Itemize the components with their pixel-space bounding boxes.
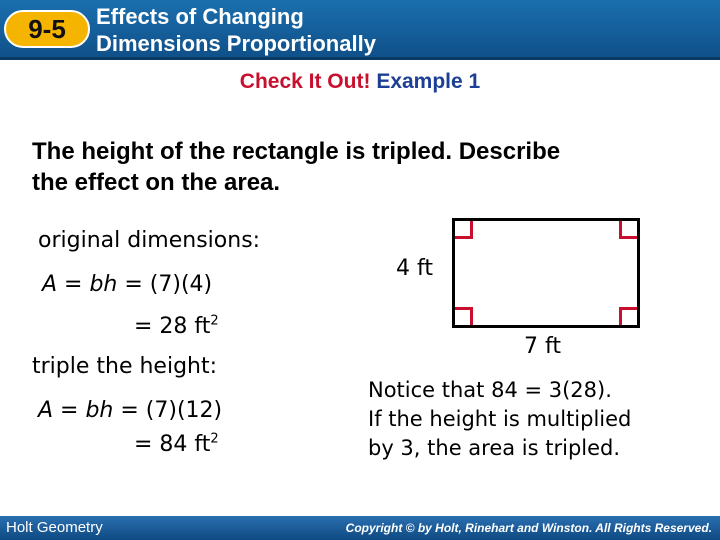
problem-statement [32,136,692,198]
slide-subtitle [0,70,720,94]
footer-copyright: Copyright © by Holt, Rinehart and Winston. All Rights Reserved. [345,521,712,535]
original-result-exponent: 2 [210,313,219,329]
right-angle-mark-top-left [455,221,473,239]
tripled-area-formula [38,398,222,423]
rectangle-width-label: 7 ft [524,334,561,359]
note-line3: by 3, the area is tripled. [368,436,621,460]
original-result-value: = 28 ft [134,314,211,339]
right-angle-mark-bottom-right [619,307,637,325]
original-area-formula [42,272,212,297]
original-area-result [134,314,219,339]
original-formula-variables: A = bh [42,272,118,297]
lesson-title [96,3,376,57]
lesson-title-line1: Effects of Changing [96,4,304,29]
tripled-area-result [134,432,219,457]
check-it-out-label: Check It Out! [239,70,371,93]
footer-bar [0,516,720,540]
lesson-number-badge: 9-5 [4,10,90,48]
problem-line2: the effect on the area. [32,169,281,196]
rectangle-height-label: 4 ft [396,256,433,281]
conclusion-note [368,376,688,463]
original-dimensions-label: original dimensions: [38,228,261,253]
note-line1: Notice that 84 = 3(28). [368,378,612,402]
right-angle-mark-bottom-left [455,307,473,325]
header-bar [0,0,720,60]
tripled-result-exponent: 2 [210,431,219,447]
right-angle-mark-top-right [619,221,637,239]
example-label: Example 1 [376,70,481,93]
rectangle-diagram [452,218,640,328]
tripled-formula-values: = (7)(12) [113,398,223,423]
problem-line1: The height of the rectangle is tripled. Describe [32,138,561,165]
triple-height-label: triple the height: [32,354,218,379]
tripled-result-value: = 84 ft [134,432,211,457]
tripled-formula-variables: A = bh [38,398,114,423]
footer-course-name: Holt Geometry [6,519,103,536]
original-formula-values: = (7)(4) [117,272,213,297]
lesson-title-line2: Dimensions Proportionally [96,31,376,56]
note-line2: If the height is multiplied [368,407,632,431]
